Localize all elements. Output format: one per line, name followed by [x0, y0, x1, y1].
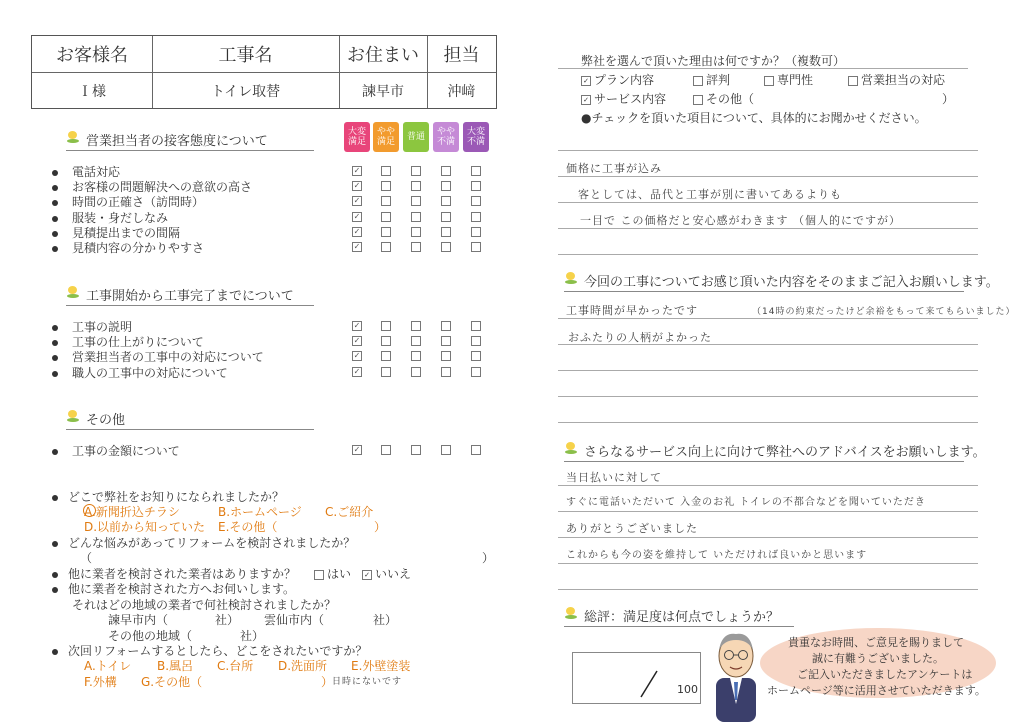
- handwritten-impression-2: （14時の約束だったけど余裕をもって来てもらいました）: [752, 307, 1016, 317]
- rating-normal: 普通: [403, 122, 429, 152]
- area-unzen: 雲仙市内（: [264, 613, 325, 627]
- answer-line: [558, 228, 978, 229]
- option-homepage: B.ホームページ: [218, 505, 302, 519]
- rating-checkbox[interactable]: [411, 181, 421, 191]
- flower-icon: [66, 286, 80, 298]
- thanks-line-1: 貴重なお時間、ご意見を賜りまして: [788, 636, 964, 649]
- rating-very-satisfied: 大変満足: [344, 122, 370, 152]
- rating-checkbox[interactable]: [441, 166, 451, 176]
- handwritten-advice-1: 当日払いに対して: [566, 471, 662, 484]
- handwritten-advice-3: ありがとうございました: [566, 522, 698, 535]
- rating-checkbox[interactable]: [441, 336, 451, 346]
- flower-icon: [564, 272, 578, 284]
- rating-checkbox[interactable]: [441, 321, 451, 331]
- label-work-name: 工事名: [218, 45, 273, 66]
- rating-checkbox[interactable]: [411, 227, 421, 237]
- question-next-reform: 次回リフォームするとしたら、どこをされたいですか？: [52, 642, 367, 659]
- handwritten-advice-2: すぐに電話いただいて 入金のお礼 トイレの不都合などを聞いていただき: [566, 497, 926, 508]
- handwritten-impression-3: おふたりの人柄がよかった: [568, 331, 712, 344]
- rating-checkbox[interactable]: [381, 367, 391, 377]
- rating-checkbox[interactable]: ✓: [353, 351, 361, 360]
- next-exterior-paint: E.外壁塗装: [351, 659, 411, 673]
- value-customer-name: Ｉ様: [78, 83, 106, 100]
- answer-line: [558, 589, 978, 590]
- area-unzen-sha: 社）: [373, 613, 398, 627]
- next-bath: B.風呂: [157, 659, 194, 673]
- rating-checkbox[interactable]: [471, 242, 481, 252]
- rating-checkbox[interactable]: ✓: [353, 242, 361, 251]
- rating-checkbox[interactable]: ✓: [353, 212, 361, 221]
- customer-header-table: [31, 35, 497, 109]
- reason-plan: ✓ プラン内容: [581, 71, 654, 88]
- rating-checkbox[interactable]: [441, 181, 451, 191]
- reason-staff: 営業担当の対応: [848, 71, 945, 88]
- rating-very-dissatisfied: 大変不満: [463, 122, 489, 152]
- reason-expertise: 専門性: [764, 71, 813, 88]
- area-isahaya-sha: 社）: [215, 613, 240, 627]
- rating-checkbox[interactable]: [471, 227, 481, 237]
- rating-checkbox[interactable]: [441, 227, 451, 237]
- rating-checkbox[interactable]: [471, 166, 481, 176]
- area-other-sha: 社）: [240, 629, 265, 643]
- next-other-close: ）: [321, 675, 334, 689]
- rating-checkbox[interactable]: [411, 321, 421, 331]
- rating-checkbox[interactable]: [411, 196, 421, 206]
- score-box: [572, 652, 701, 704]
- area-other: その他の地域（: [108, 629, 193, 643]
- option-referral: C.ご紹介: [325, 505, 374, 519]
- rating-checkbox[interactable]: [471, 351, 481, 361]
- answer-line: [558, 318, 978, 319]
- rating-somewhat-dissatisfied: やや不満: [433, 122, 459, 152]
- rating-checkbox[interactable]: [381, 321, 391, 331]
- rating-checkbox[interactable]: [381, 181, 391, 191]
- rating-checkbox[interactable]: [411, 445, 421, 455]
- rating-checkbox[interactable]: [441, 367, 451, 377]
- answer-line: [558, 537, 978, 538]
- rating-checkbox[interactable]: [411, 351, 421, 361]
- rating-checkbox[interactable]: [381, 445, 391, 455]
- next-handwritten: 日時にないです: [332, 677, 403, 687]
- flower-icon: [564, 442, 578, 454]
- rating-checkbox[interactable]: [471, 445, 481, 455]
- rating-checkbox[interactable]: [381, 212, 391, 222]
- rating-checkbox[interactable]: [441, 242, 451, 252]
- answer-line: [558, 150, 978, 151]
- staff-mascot-icon: [708, 626, 764, 722]
- option-no: ✓ いいえ: [362, 565, 411, 582]
- rating-checkbox[interactable]: [471, 181, 481, 191]
- handwritten-impression-1: 工事時間が早かったです: [566, 304, 698, 317]
- rating-checkbox[interactable]: ✓: [353, 336, 361, 345]
- thanks-line-3: ご記入いただきましたアンケートは: [797, 668, 973, 681]
- answer-line: [558, 202, 978, 203]
- rating-checkbox[interactable]: [411, 166, 421, 176]
- reason-service: ✓ サービス内容: [581, 90, 666, 107]
- label-customer-name: お客様名: [56, 45, 128, 66]
- rating-checkbox[interactable]: [471, 367, 481, 377]
- divider: [558, 68, 968, 69]
- flower-icon: [66, 410, 80, 422]
- survey-item: 見積提出までの間隔: [52, 224, 180, 241]
- rating-checkbox[interactable]: [381, 166, 391, 176]
- survey-item: 工事の仕上がりについて: [52, 333, 204, 350]
- reason-other: その他（: [693, 90, 754, 107]
- rating-checkbox[interactable]: [411, 242, 421, 252]
- score-denominator: 100: [677, 683, 698, 696]
- survey-item: 服装・身だしなみ: [52, 209, 168, 226]
- option-newspaper: A.新聞折込チラシ: [84, 505, 180, 519]
- next-kitchen: C.台所: [217, 659, 254, 673]
- option-other-close: ）: [374, 520, 387, 534]
- value-work-name: トイレ取替: [210, 83, 281, 100]
- reason-title: 弊社を選んで頂いた理由は何ですか？（複数可）: [581, 54, 846, 68]
- rating-checkbox[interactable]: [441, 445, 451, 455]
- rating-checkbox[interactable]: [381, 242, 391, 252]
- answer-line: [558, 485, 978, 486]
- label-staff: 担当: [443, 45, 480, 66]
- rating-checkbox[interactable]: [471, 196, 481, 206]
- survey-item: お客様の問題解決への意欲の高さ: [52, 178, 252, 195]
- next-toilet: A.トイレ: [84, 659, 132, 673]
- rating-checkbox[interactable]: [411, 212, 421, 222]
- option-other: E.その他（: [218, 520, 278, 534]
- rating-checkbox[interactable]: ✓: [353, 227, 361, 236]
- question-other-contractor: 他に業者を検討された業者はありますか？: [52, 565, 296, 582]
- handwritten-reason-2: 客としては、品代と工事が別に書いてあるよりも: [578, 188, 842, 201]
- next-other: G.その他（: [141, 675, 203, 689]
- survey-item: 工事の金額について: [52, 442, 180, 459]
- handwritten-reason-3: 一目で この価格だと安心感がわきます （個人的にですが）: [580, 214, 901, 227]
- question-area: 他に業者を検討された方へお伺いします。: [52, 580, 295, 597]
- question-area-line2: それはどの地域の業者で何社検討されましたか？: [72, 598, 337, 612]
- question-worry: どんな悩みがあってリフォームを検討されましたか？: [52, 534, 355, 551]
- rating-checkbox[interactable]: [381, 196, 391, 206]
- reason-note: ●チェックを頂いた項目について、具体的にお聞かせください。: [581, 111, 927, 125]
- survey-item: 営業担当者の工事中の対応について: [52, 348, 264, 365]
- rating-checkbox[interactable]: [381, 227, 391, 237]
- section-title: 工事開始から工事完了までについて: [86, 289, 294, 304]
- value-staff: 沖﨑: [447, 83, 476, 100]
- value-residence: 諫早市: [362, 83, 404, 100]
- rating-checkbox[interactable]: [411, 336, 421, 346]
- next-washroom: D.洗面所: [278, 659, 328, 673]
- rating-checkbox[interactable]: [411, 367, 421, 377]
- reason-other-close: ）: [942, 92, 955, 106]
- answer-line: [558, 422, 978, 423]
- area-isahaya: 諫早市内（: [108, 613, 169, 627]
- answer-line: [558, 511, 978, 512]
- section-title: 営業担当者の接客態度について: [86, 134, 268, 149]
- rating-checkbox[interactable]: [441, 351, 451, 361]
- answer-line: [558, 370, 978, 371]
- rating-checkbox[interactable]: [381, 351, 391, 361]
- rating-checkbox[interactable]: [441, 212, 451, 222]
- next-exterior: F.外構: [84, 675, 117, 689]
- option-known-before: D.以前から知っていた: [84, 520, 206, 534]
- handwritten-reason-1: 価格に工事が込み: [566, 162, 662, 175]
- thanks-line-4: ホームページ等に活用させていただきます。: [767, 684, 986, 697]
- survey-item: 時間の正確さ（訪問時）: [52, 193, 204, 210]
- rating-checkbox[interactable]: ✓: [353, 445, 361, 454]
- rating-checkbox[interactable]: ✓: [353, 321, 361, 330]
- rating-checkbox[interactable]: [471, 321, 481, 331]
- rating-checkbox[interactable]: [471, 212, 481, 222]
- answer-line: [558, 396, 978, 397]
- option-yes: はい: [314, 565, 351, 582]
- rating-somewhat-satisfied: やや満足: [373, 122, 399, 152]
- worry-close: ）: [482, 551, 495, 565]
- flower-icon: [66, 131, 80, 143]
- rating-checkbox[interactable]: ✓: [353, 166, 361, 175]
- rating-checkbox[interactable]: ✓: [353, 181, 361, 190]
- survey-item: 工事の説明: [52, 318, 132, 335]
- section-title: その他: [86, 413, 126, 428]
- worry-open: （: [80, 551, 93, 565]
- rating-checkbox[interactable]: [471, 336, 481, 346]
- answer-line: [558, 563, 978, 564]
- rating-checkbox[interactable]: [381, 336, 391, 346]
- answer-line: [558, 176, 978, 177]
- question-source: どこで弊社をお知りになられましたか？: [52, 488, 284, 505]
- rating-checkbox[interactable]: [441, 196, 451, 206]
- rating-checkbox[interactable]: ✓: [353, 367, 361, 376]
- survey-item: 見積内容の分かりやすさ: [52, 239, 204, 256]
- handwritten-advice-4: これからも今の姿を維持して いただければ良いかと思います: [566, 550, 868, 561]
- thanks-line-2: 誠に有難うございました。: [812, 652, 944, 665]
- reason-reputation: 評判: [693, 71, 730, 88]
- rating-checkbox[interactable]: ✓: [353, 196, 361, 205]
- answer-line: [558, 254, 978, 255]
- survey-item: 電話対応: [52, 163, 120, 180]
- survey-item: 職人の工事中の対応について: [52, 364, 228, 381]
- label-residence: お住まい: [347, 45, 419, 66]
- flower-icon: [564, 607, 578, 619]
